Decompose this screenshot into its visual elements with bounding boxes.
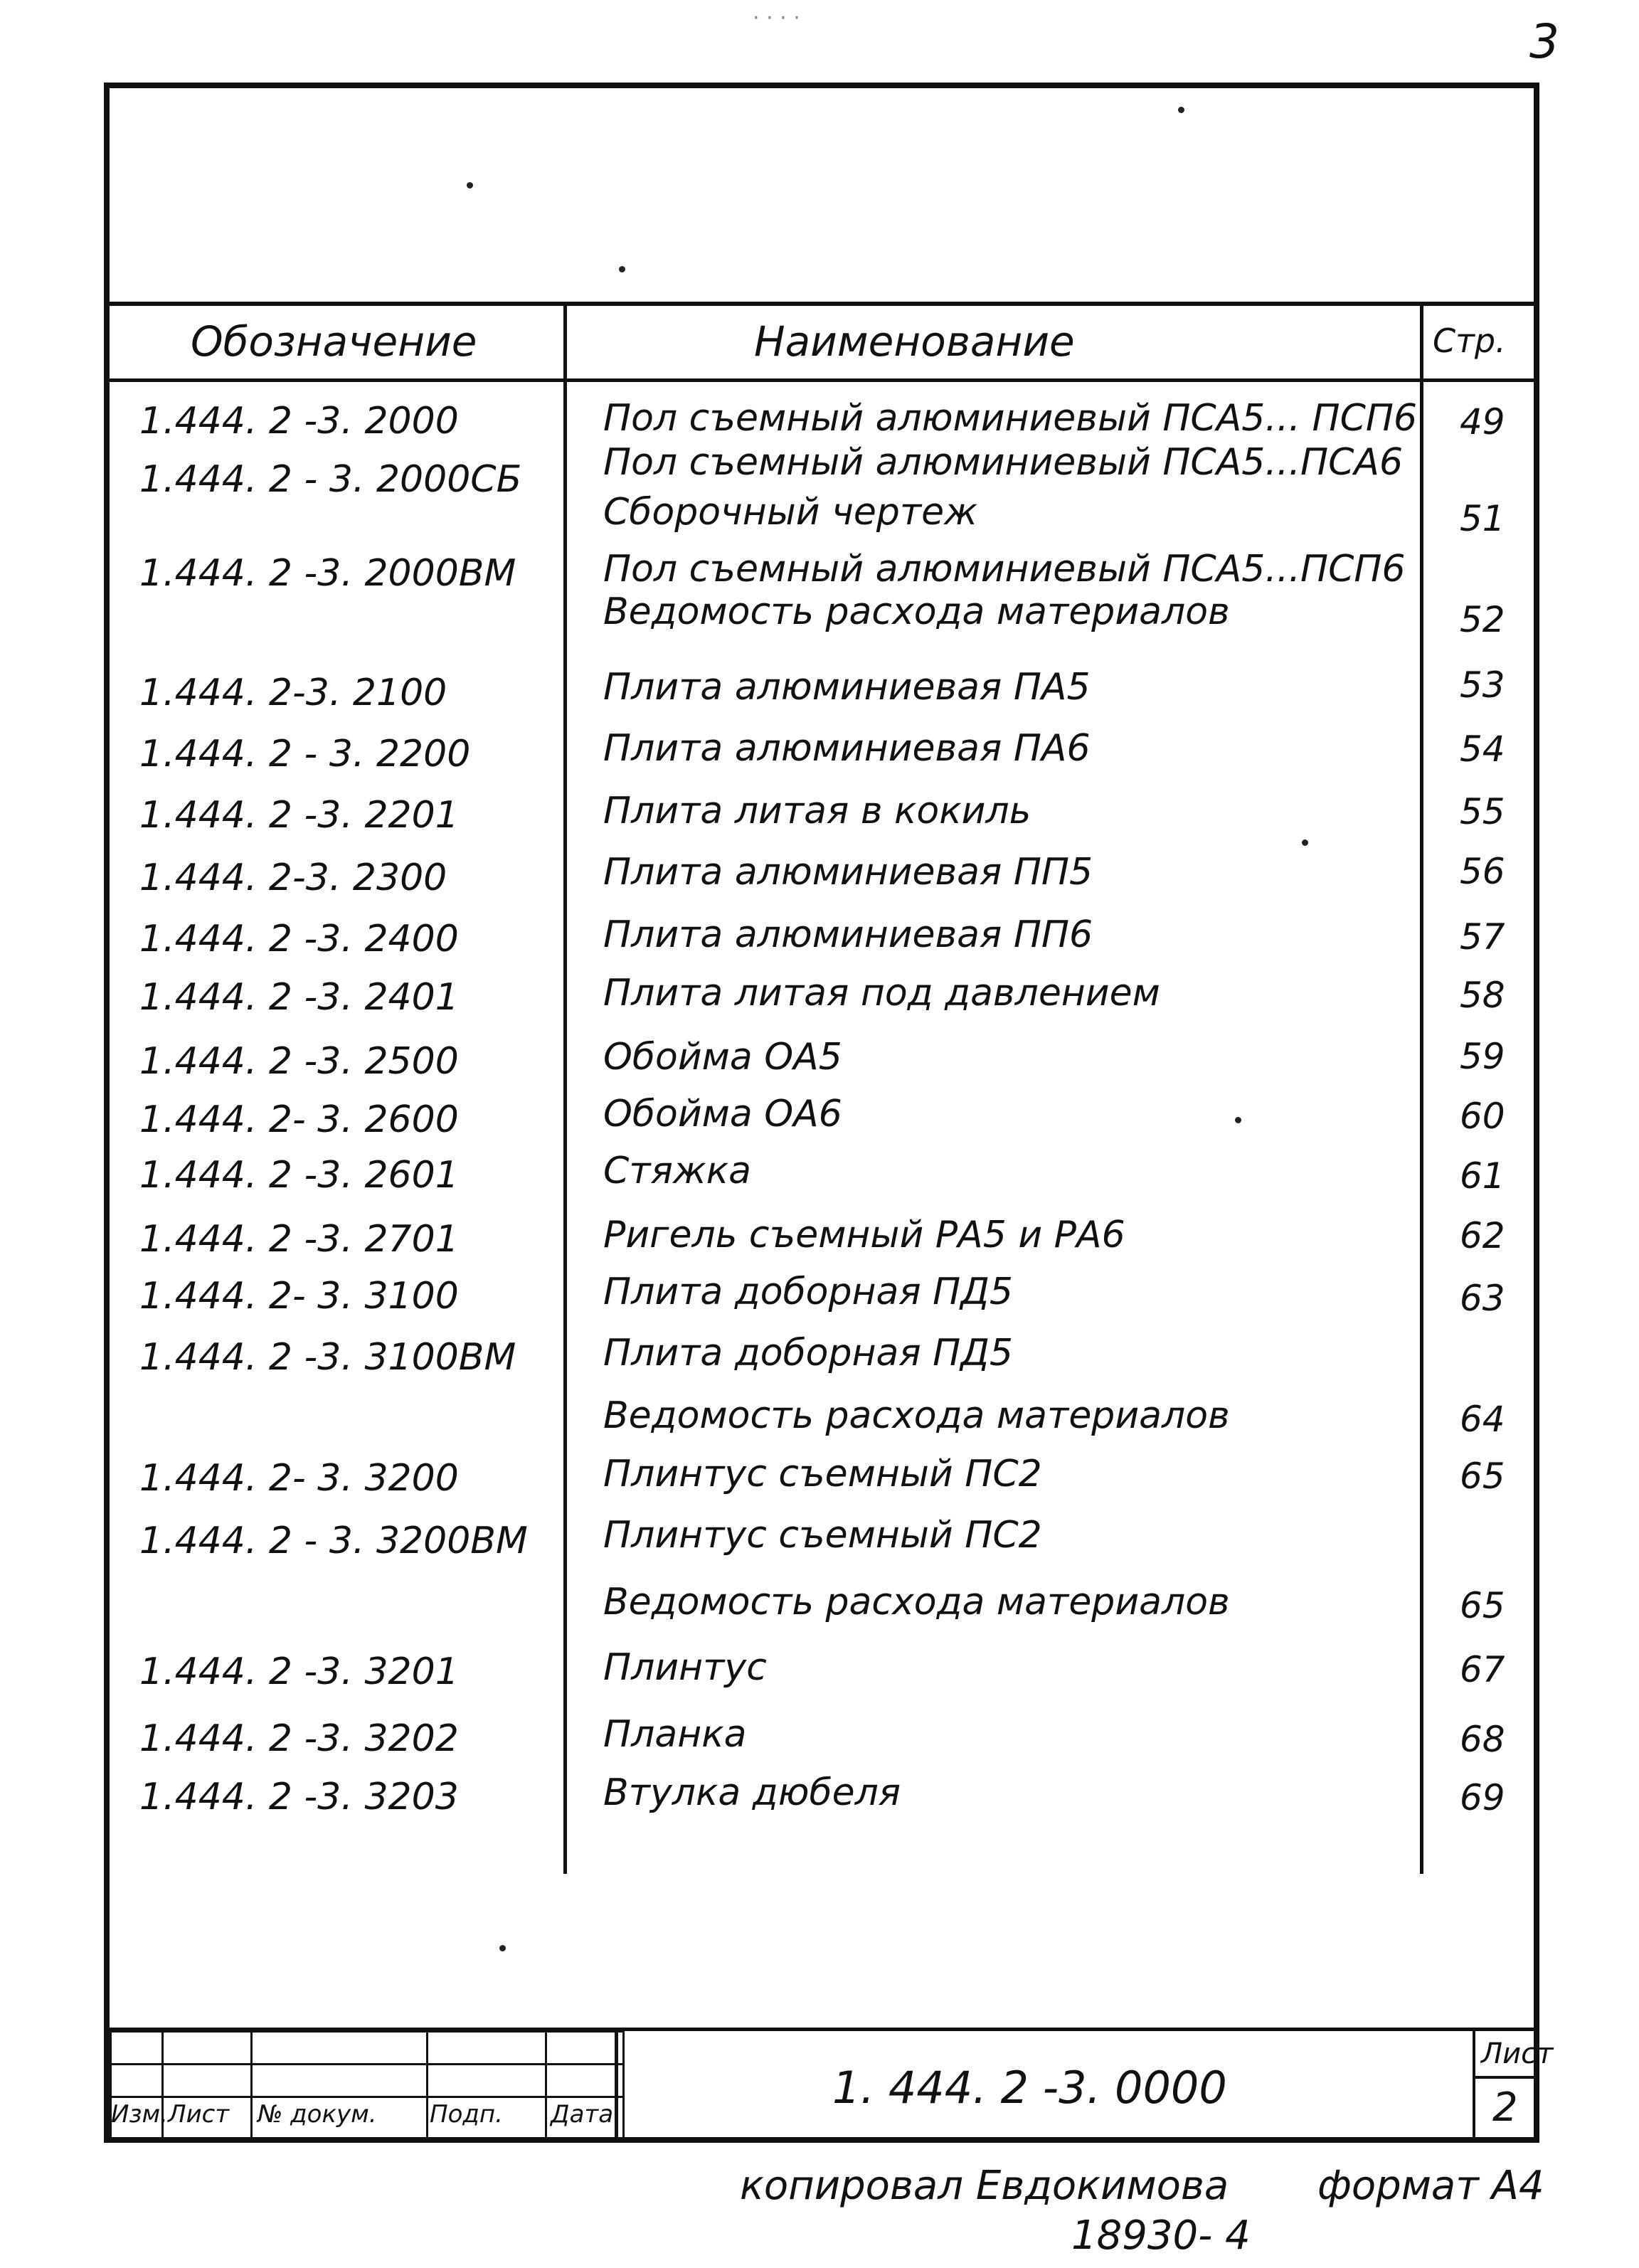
title-block-sheet-rule (1473, 2076, 1539, 2079)
row-name: Пол съемный алюминиевый ПСА5...ПСА6 (603, 441, 1404, 484)
row-code: 1.444. 2 -3. 2201 (139, 794, 459, 837)
row-name: Плита алюминиевая ПП6 (603, 913, 1093, 956)
row-name: Обойма ОА6 (603, 1093, 842, 1135)
column-header-page: Стр. (1433, 322, 1506, 360)
row-code: 1.444. 2 -3. 3203 (139, 1776, 459, 1818)
label-doc-number: № докум. (258, 2100, 377, 2129)
row-page: 53 (1460, 664, 1505, 706)
row-name: Обойма ОА5 (603, 1036, 842, 1079)
label-change: Изм. (111, 2100, 168, 2129)
row-code: 1.444. 2 -3. 2400 (139, 918, 459, 960)
row-page: 61 (1460, 1155, 1505, 1197)
label-sheet: Лист (168, 2100, 230, 2129)
top-mark: · · · · (753, 6, 800, 31)
row-page: 49 (1460, 401, 1505, 443)
stamp-number: 18930- 4 (1071, 2213, 1251, 2259)
scan-speck (1178, 107, 1184, 113)
sheet-number: 2 (1492, 2084, 1518, 2131)
row-name: Плита литая в кокиль (603, 790, 1031, 832)
document-code: 1. 444. 2 -3. 0000 (832, 2062, 1227, 2114)
row-code: 1.444. 2 -3. 3100ВМ (139, 1336, 516, 1379)
row-page: 57 (1460, 916, 1505, 958)
row-page: 52 (1460, 599, 1505, 640)
row-name: Втулка дюбеля (603, 1771, 901, 1814)
row-page: 59 (1460, 1036, 1505, 1077)
column-divider-1 (563, 302, 567, 1874)
row-code: 1.444. 2-3. 2300 (139, 857, 447, 899)
row-code: 1.444. 2 -3. 2601 (139, 1154, 459, 1197)
row-page: 63 (1460, 1278, 1505, 1319)
row-page: 54 (1460, 728, 1505, 770)
row-name: Плинтус съемный ПС2 (603, 1453, 1042, 1495)
row-page: 65 (1460, 1456, 1505, 1497)
label-date: Дата (551, 2100, 614, 2129)
paper-format: формат А4 (1317, 2163, 1544, 2209)
row-code: 1.444. 2 -3. 2500 (139, 1040, 459, 1083)
row-page: 68 (1460, 1719, 1505, 1760)
row-name: Плита алюминиевая ПП5 (603, 851, 1093, 894)
row-code: 1.444. 2- 3. 2600 (139, 1098, 459, 1141)
scan-speck (1235, 1117, 1241, 1123)
row-code: 1.444. 2 -3. 2000ВМ (139, 552, 516, 595)
title-block-sheet-divider (1473, 2028, 1475, 2143)
row-code: 1.444. 2- 3. 3200 (139, 1457, 459, 1500)
copied-by: копировал Евдокимова (740, 2163, 1229, 2209)
row-code: 1.444. 2 -3. 3201 (139, 1650, 459, 1693)
row-name: Плинтус съемный ПС2 (603, 1514, 1042, 1557)
row-page: 62 (1460, 1215, 1505, 1256)
row-name: Плита доборная ПД5 (603, 1332, 1013, 1374)
row-page: 65 (1460, 1585, 1505, 1626)
label-signature: Подп. (430, 2100, 503, 2129)
row-page: 67 (1460, 1649, 1505, 1690)
header-bottom-rule (104, 378, 1539, 382)
row-name: Пол съемный алюминиевый ПСА5...ПСП6 (603, 548, 1406, 590)
column-header-designation: Обозначение (191, 317, 477, 366)
row-name: Ригель съемный РА5 и РА6 (603, 1214, 1125, 1256)
row-code: 1.444. 2 - 3. 2200 (139, 733, 471, 775)
row-name: Плита доборная ПД5 (603, 1271, 1013, 1313)
row-code: 1.444. 2 -3. 3202 (139, 1717, 459, 1760)
row-name: Планка (603, 1713, 747, 1756)
row-code: 1.444. 2- 3. 3100 (139, 1275, 459, 1318)
row-code: 1.444. 2 -3. 2701 (139, 1218, 459, 1261)
row-name: Ведомость расхода материалов (603, 1581, 1230, 1623)
row-page: 56 (1460, 851, 1505, 892)
row-page: 51 (1460, 498, 1505, 539)
scan-speck (499, 1945, 506, 1951)
row-name: Стяжка (603, 1150, 751, 1192)
row-page: 58 (1460, 975, 1505, 1016)
scan-speck (619, 266, 625, 272)
row-name: Плита алюминиевая ПА5 (603, 666, 1091, 709)
row-page: 55 (1460, 791, 1505, 832)
row-name: Плита алюминиевая ПА6 (603, 727, 1091, 770)
row-code: 1.444. 2 - 3. 2000СБ (139, 458, 522, 501)
column-header-name: Наименование (754, 317, 1075, 366)
row-page: 60 (1460, 1096, 1505, 1137)
row-name: Пол съемный алюминиевый ПСА5... ПСП6 (603, 397, 1418, 440)
row-code: 1.444. 2-3. 2100 (139, 672, 447, 714)
row-code: 1.444. 2 -3. 2000 (139, 400, 459, 443)
scan-speck (467, 182, 473, 189)
scan-speck (1302, 839, 1308, 846)
row-code: 1.444. 2 - 3. 3200ВМ (139, 1520, 528, 1562)
page-number: 3 (1529, 14, 1559, 69)
row-name: Плита литая под давлением (603, 972, 1160, 1014)
header-top-rule (104, 302, 1539, 306)
row-name: Ведомость расхода материалов (603, 1394, 1230, 1437)
row-code: 1.444. 2 -3. 2401 (139, 976, 459, 1019)
row-name: Плинтус (603, 1646, 767, 1689)
row-page: 64 (1460, 1399, 1505, 1440)
row-name: Сборочный чертеж (603, 491, 977, 534)
row-name: Ведомость расхода материалов (603, 590, 1230, 633)
column-divider-2 (1420, 302, 1423, 1874)
row-page: 69 (1460, 1777, 1505, 1818)
sheet-label: Лист (1481, 2038, 1554, 2070)
